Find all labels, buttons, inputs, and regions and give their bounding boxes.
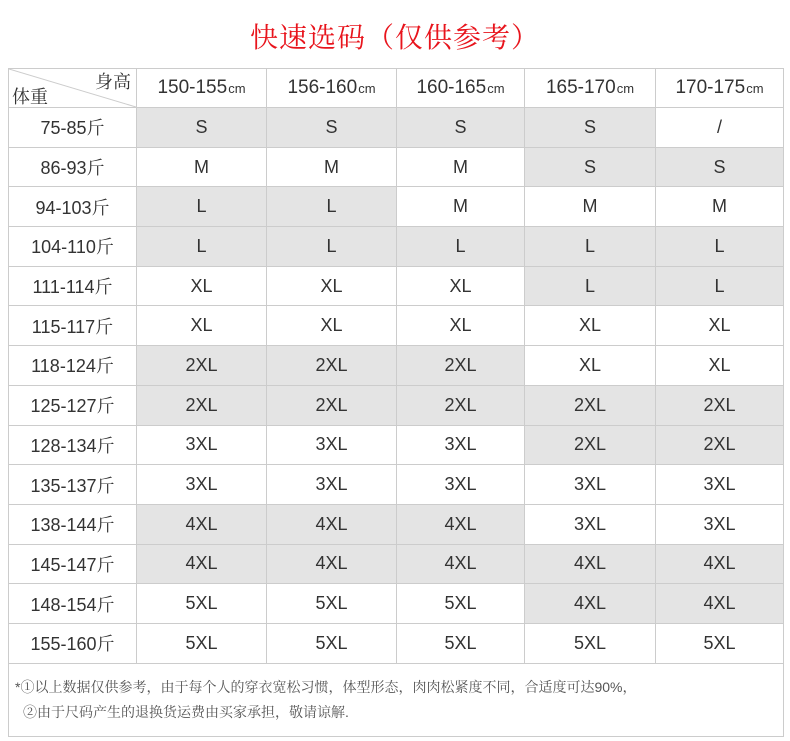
- size-cell: S: [137, 108, 267, 148]
- size-cell: 2XL: [397, 385, 525, 425]
- weight-range-cell: 145-147斤: [9, 544, 137, 584]
- table-row: [9, 187, 784, 227]
- weight-range-cell: 148-154斤: [9, 584, 137, 624]
- size-cell: XL: [397, 306, 525, 346]
- table-row: [9, 306, 784, 346]
- size-cell: 2XL: [137, 385, 267, 425]
- size-cell: 4XL: [525, 544, 656, 584]
- size-cell: 5XL: [137, 623, 267, 663]
- size-cell: XL: [137, 266, 267, 306]
- table-row: [9, 385, 784, 425]
- height-range: 170-175: [675, 77, 746, 98]
- size-cell: 2XL: [397, 346, 525, 386]
- weight-range-cell: 138-144斤: [9, 504, 137, 544]
- size-cell: L: [397, 227, 525, 267]
- table-row: [9, 504, 784, 544]
- height-column-header: [656, 69, 784, 108]
- size-cell: 5XL: [397, 623, 525, 663]
- height-unit: cm: [228, 81, 246, 96]
- weight-range-cell: 115-117斤: [9, 306, 137, 346]
- weight-range-cell: 155-160斤: [9, 623, 137, 663]
- size-cell: XL: [267, 266, 397, 306]
- height-axis-label: 身高: [95, 72, 131, 92]
- size-cell: 5XL: [137, 584, 267, 624]
- table-row: [9, 465, 784, 505]
- size-cell: 4XL: [397, 504, 525, 544]
- size-cell: 2XL: [525, 385, 656, 425]
- size-cell: 3XL: [397, 465, 525, 505]
- weight-range-cell: 94-103斤: [9, 187, 137, 227]
- table-row: [9, 346, 784, 386]
- size-cell: S: [656, 147, 784, 187]
- size-cell: 4XL: [137, 544, 267, 584]
- height-unit: cm: [487, 81, 505, 96]
- size-cell: 3XL: [137, 465, 267, 505]
- height-unit: cm: [358, 81, 376, 96]
- height-range: 160-165: [416, 77, 487, 98]
- size-cell: 4XL: [656, 544, 784, 584]
- size-cell: 3XL: [267, 465, 397, 505]
- size-cell: XL: [137, 306, 267, 346]
- weight-range-cell: 118-124斤: [9, 346, 137, 386]
- table-row: [9, 584, 784, 624]
- notes-cell: [9, 663, 784, 736]
- weight-range-cell: 104-110斤: [9, 227, 137, 267]
- size-cell: XL: [397, 266, 525, 306]
- height-unit: cm: [746, 81, 764, 96]
- size-cell: 3XL: [137, 425, 267, 465]
- size-cell: S: [525, 147, 656, 187]
- size-cell: 3XL: [267, 425, 397, 465]
- size-cell: M: [137, 147, 267, 187]
- size-cell: 2XL: [267, 346, 397, 386]
- corner-cell: [9, 69, 137, 108]
- size-cell: L: [267, 227, 397, 267]
- height-column-header: [137, 69, 267, 108]
- size-cell: L: [656, 266, 784, 306]
- size-cell: M: [525, 187, 656, 227]
- size-cell: XL: [656, 306, 784, 346]
- height-column-header: [267, 69, 397, 108]
- table-row: [9, 227, 784, 267]
- size-cell: 5XL: [267, 623, 397, 663]
- size-cell: 4XL: [525, 584, 656, 624]
- size-cell: 2XL: [525, 425, 656, 465]
- weight-range-cell: 125-127斤: [9, 385, 137, 425]
- size-cell: 5XL: [267, 584, 397, 624]
- weight-range-cell: 135-137斤: [9, 465, 137, 505]
- weight-range-cell: 111-114斤: [9, 266, 137, 306]
- size-cell: XL: [267, 306, 397, 346]
- table-row: [9, 544, 784, 584]
- weight-range-cell: 86-93斤: [9, 147, 137, 187]
- size-cell: 5XL: [525, 623, 656, 663]
- size-cell: 4XL: [656, 584, 784, 624]
- size-cell: 2XL: [656, 425, 784, 465]
- size-cell: 4XL: [267, 544, 397, 584]
- height-unit: cm: [616, 81, 635, 96]
- size-chart-table: [8, 68, 784, 737]
- table-row: [9, 425, 784, 465]
- header-row: [9, 69, 784, 108]
- note-line: *①以上数据仅供参考，由于每个人的穿衣宽松习惯，体型形态，肉肉松紧度不同，合适度可达90%，: [15, 678, 637, 695]
- size-cell: /: [656, 108, 784, 148]
- size-cell: 3XL: [525, 465, 656, 505]
- size-cell: 3XL: [525, 504, 656, 544]
- size-cell: 4XL: [397, 544, 525, 584]
- size-cell: 3XL: [656, 465, 784, 505]
- table-row: [9, 266, 784, 306]
- height-range: 156-160: [287, 77, 358, 98]
- table-row: [9, 108, 784, 148]
- size-cell: L: [267, 187, 397, 227]
- table-row: [9, 623, 784, 663]
- size-cell: 5XL: [397, 584, 525, 624]
- size-cell: 3XL: [397, 425, 525, 465]
- size-cell: XL: [656, 346, 784, 386]
- size-cell: L: [525, 266, 656, 306]
- table-row: [9, 147, 784, 187]
- size-cell: S: [525, 108, 656, 148]
- size-cell: M: [397, 147, 525, 187]
- weight-axis-label: 体重: [12, 87, 48, 107]
- size-cell: XL: [525, 346, 656, 386]
- notes-row: [9, 663, 784, 736]
- height-range: 150-155: [157, 77, 228, 98]
- size-cell: 4XL: [137, 504, 267, 544]
- size-cell: L: [137, 227, 267, 267]
- size-cell: S: [267, 108, 397, 148]
- size-cell: S: [397, 108, 525, 148]
- size-cell: L: [525, 227, 656, 267]
- size-cell: L: [137, 187, 267, 227]
- size-cell: 3XL: [656, 504, 784, 544]
- size-cell: 5XL: [656, 623, 784, 663]
- height-range: 165-170: [545, 77, 616, 98]
- weight-range-cell: 75-85斤: [9, 108, 137, 148]
- table-body: [9, 108, 784, 664]
- size-cell: 2XL: [137, 346, 267, 386]
- size-cell: M: [397, 187, 525, 227]
- height-column-header: [397, 69, 525, 108]
- note-line: ②由于尺码产生的退换货运费由买家承担，敬请谅解.: [23, 703, 349, 720]
- size-cell: 4XL: [267, 504, 397, 544]
- size-cell: M: [267, 147, 397, 187]
- page-title: 快速选码（仅供参考）: [249, 22, 540, 53]
- size-cell: M: [656, 187, 784, 227]
- size-cell: 2XL: [267, 385, 397, 425]
- weight-range-cell: 128-134斤: [9, 425, 137, 465]
- size-cell: XL: [525, 306, 656, 346]
- size-cell: L: [656, 227, 784, 267]
- height-column-header: [525, 69, 656, 108]
- size-cell: 2XL: [656, 385, 784, 425]
